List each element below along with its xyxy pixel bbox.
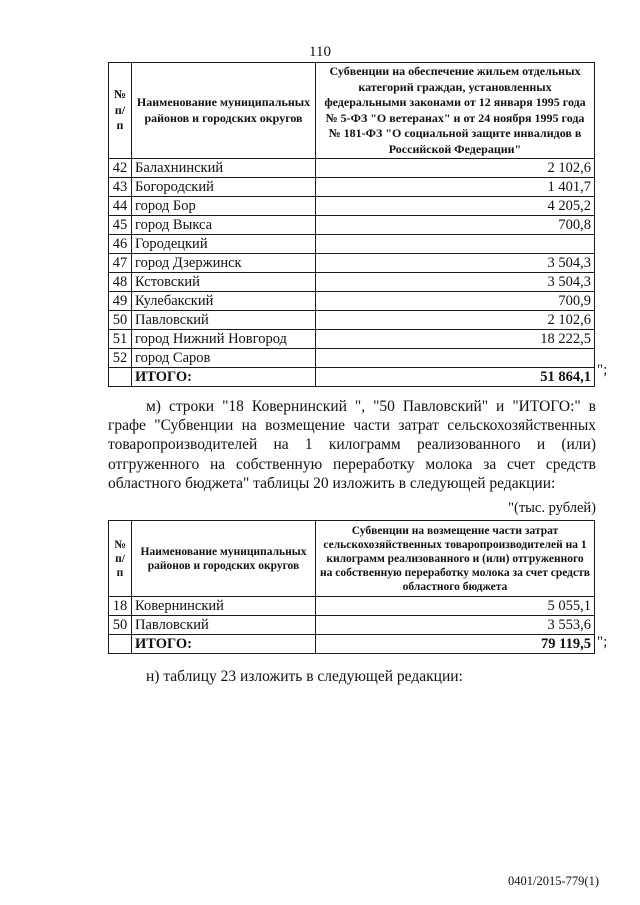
row-value: 700,8 xyxy=(316,216,595,235)
row-value: 3 504,3 xyxy=(316,254,595,273)
subvention-table-milk xyxy=(108,520,595,654)
row-value: 700,9 xyxy=(316,292,595,311)
table-row xyxy=(109,254,595,273)
table-row xyxy=(109,178,595,197)
row-number: 50 xyxy=(109,616,132,635)
row-district-name: Павловский xyxy=(132,311,316,330)
total-empty-cell xyxy=(109,368,132,387)
table2-closing-quote: "; xyxy=(597,634,608,650)
table-row xyxy=(109,159,595,178)
row-number: 43 xyxy=(109,178,132,197)
total-label: ИТОГО: xyxy=(132,635,316,654)
subvention-table-housing xyxy=(108,62,595,387)
table-row xyxy=(109,349,595,368)
col-header-subvention: Субвенции на возмещение части затрат сельскохозяйственных товаропроизводителей на 1 килограмм реализованного и (или) отгруженного на собственную переработку молока за счет средств областного бюджета xyxy=(316,521,595,597)
col-header-district: Наименование муниципальных районов и городских округов xyxy=(132,521,316,597)
row-value: 2 102,6 xyxy=(316,159,595,178)
total-value: 51 864,1 xyxy=(316,368,595,387)
row-district-name: Балахнинский xyxy=(132,159,316,178)
row-value: 1 401,7 xyxy=(316,178,595,197)
col-header-number: № п/п xyxy=(109,63,132,159)
table-row xyxy=(109,292,595,311)
row-district-name: город Бор xyxy=(132,197,316,216)
col-header-number: № п/п xyxy=(109,521,132,597)
row-district-name: город Выкса xyxy=(132,216,316,235)
row-value xyxy=(316,235,595,254)
table-row xyxy=(109,197,595,216)
document-code: 0401/2015-779(1) xyxy=(508,874,599,888)
row-district-name: город Саров xyxy=(132,349,316,368)
row-number: 52 xyxy=(109,349,132,368)
row-district-name: Городецкий xyxy=(132,235,316,254)
paragraph-m-text: м) строки "18 Ковернинский ", "50 Павловский" и "ИТОГО:" в графе "Субвенции на возмещение части затрат сельскохозяйственных товаропроизводителей на 1 килограмм реализованного и (или) отгруженного на собственную переработку молока за счет средств областного бюджета" таблицы 20 изложить в следующей редакции: xyxy=(108,398,596,492)
row-value: 3 504,3 xyxy=(316,273,595,292)
table-body xyxy=(109,597,595,654)
total-empty-cell xyxy=(109,635,132,654)
row-number: 51 xyxy=(109,330,132,349)
row-district-name: Кулебакский xyxy=(132,292,316,311)
col-header-subvention: Субвенции на обеспечение жильем отдельных категорий граждан, установленных федеральными законами от 12 января 1995 года № 5-ФЗ "О ветеранах" и от 24 ноября 1995 года № 181-ФЗ "О социальной защите инвалидов в Российской Федерации" xyxy=(316,63,595,159)
paragraph-n-text: н) таблицу 23 изложить в следующей редакции: xyxy=(146,668,463,685)
row-number: 49 xyxy=(109,292,132,311)
row-number: 42 xyxy=(109,159,132,178)
row-value: 2 102,6 xyxy=(316,311,595,330)
table-row xyxy=(109,216,595,235)
row-number: 18 xyxy=(109,597,132,616)
table-row xyxy=(109,235,595,254)
total-row xyxy=(109,368,595,387)
row-district-name: город Дзержинск xyxy=(132,254,316,273)
table-row xyxy=(109,330,595,349)
table-row xyxy=(109,616,595,635)
row-district-name: Кстовский xyxy=(132,273,316,292)
row-district-name: город Нижний Новгород xyxy=(132,330,316,349)
row-number: 47 xyxy=(109,254,132,273)
units-note: "(тыс. рублей) xyxy=(508,500,596,516)
row-value: 4 205,2 xyxy=(316,197,595,216)
row-value: 18 222,5 xyxy=(316,330,595,349)
row-district-name: Богородский xyxy=(132,178,316,197)
total-row xyxy=(109,635,595,654)
table-body xyxy=(109,159,595,387)
row-number: 46 xyxy=(109,235,132,254)
row-number: 45 xyxy=(109,216,132,235)
total-label: ИТОГО: xyxy=(132,368,316,387)
total-value: 79 119,5 xyxy=(316,635,595,654)
row-district-name: Павловский xyxy=(132,616,316,635)
col-header-district: Наименование муниципальных районов и городских округов xyxy=(132,63,316,159)
page-number: 110 xyxy=(309,44,331,60)
row-value: 5 055,1 xyxy=(316,597,595,616)
row-number: 48 xyxy=(109,273,132,292)
row-district-name: Ковернинский xyxy=(132,597,316,616)
table-row xyxy=(109,597,595,616)
row-value xyxy=(316,349,595,368)
row-number: 50 xyxy=(109,311,132,330)
row-value: 3 553,6 xyxy=(316,616,595,635)
table-row xyxy=(109,273,595,292)
paragraph-n xyxy=(108,667,596,686)
paragraph-m xyxy=(108,397,596,493)
table1-closing-quote: "; xyxy=(597,362,608,378)
table-row xyxy=(109,311,595,330)
row-number: 44 xyxy=(109,197,132,216)
